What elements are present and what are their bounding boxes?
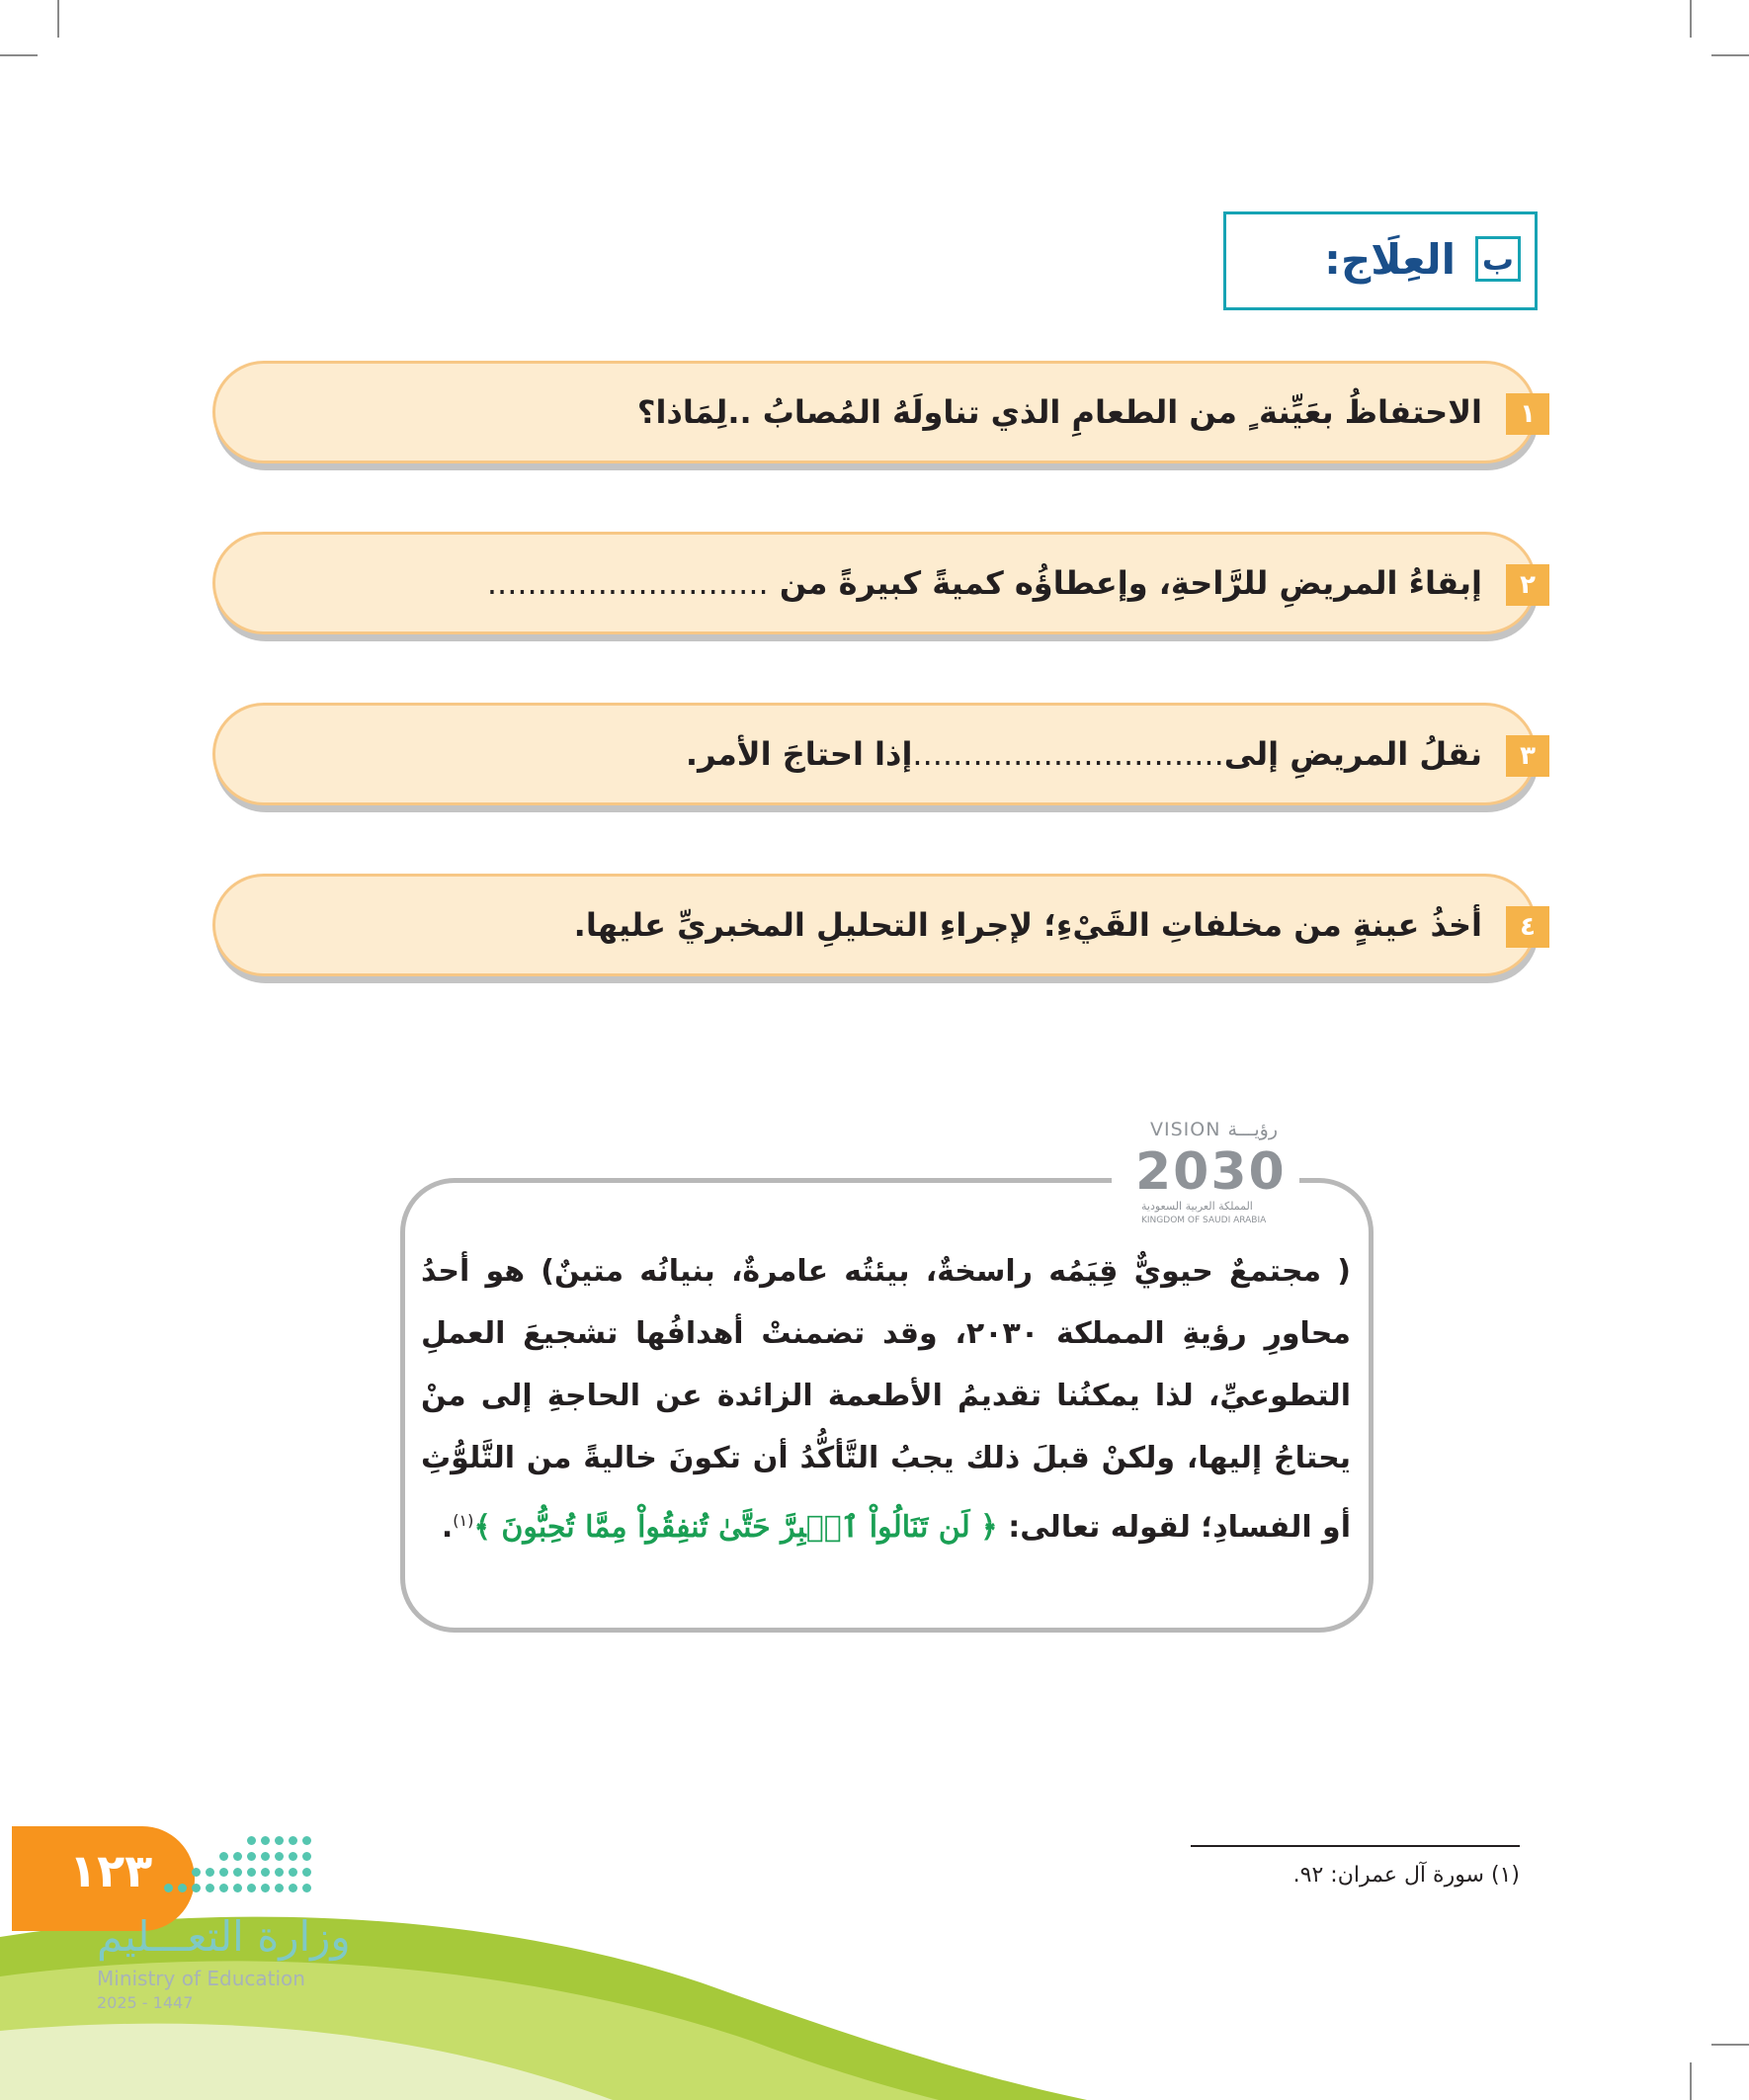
item-text-after: إذا احتاجَ الأمر.	[685, 735, 913, 773]
page-number: ١٢٣	[69, 1844, 153, 1897]
item-number: ١	[1506, 393, 1549, 435]
vision-2030-logo	[1112, 1113, 1299, 1231]
vision-country-en: KINGDOM OF SAUDI ARABIA	[1141, 1216, 1267, 1225]
section-header	[1223, 211, 1538, 310]
item-number: ٣	[1506, 735, 1549, 777]
quran-verse: ﴿ لَن تَنَالُواْ ٱلۡبِرَّ حَتَّىٰ تُنفِقُواْ مِمَّا تُحِبُّونَ ﴾	[473, 1510, 998, 1545]
item-number: ٢	[1506, 564, 1549, 606]
quote-text	[421, 1240, 1351, 1558]
item-text-main: إبقاءُ المريضِ للرَّاحةِ، وإعطاؤُه كميةً كبيرةً من	[779, 564, 1482, 602]
item-number: ٤	[1506, 906, 1549, 948]
quote-end: .	[441, 1510, 454, 1545]
crop-mark	[1711, 2044, 1749, 2046]
item-text-before: نقلُ المريضِ إلى	[1223, 735, 1482, 773]
crop-mark	[1690, 0, 1692, 38]
vision-label: VISION رؤيـــة	[1149, 1119, 1278, 1140]
treatment-item-3	[212, 703, 1537, 805]
treatment-item-2	[212, 532, 1537, 634]
crop-mark	[1690, 2062, 1692, 2100]
quote-body: ( مجتمعٌ حيويٌّ قِيَمُه راسخةٌ، بيئتُه عامرةٌ، بنيانُه متينٌ) هو أحدُ محاورِ رؤيةِ المملكة ٢٠٣٠، وقد تضمنتْ أهدافُها تشجيعَ العملِ التطوعيِّ، لذا يمكنُنا تقديمُ الأطعمة الزائدة عن الحاجةِ إلى منْ يحتاجُ إليها، ولكنْ قبلَ ذلك يجبُ التَّأكُّدُ أن تكونَ خاليةً من التَّلوُّثِ أو الفسادِ؛ لقوله تعالى:	[421, 1254, 1351, 1545]
crop-mark	[0, 54, 38, 56]
section-title: العِلَاج:	[1324, 235, 1456, 284]
crop-mark	[1711, 54, 1749, 56]
treatment-item-4	[212, 874, 1537, 976]
footnote-mark: (١)	[453, 1511, 474, 1530]
treatment-item-1	[212, 361, 1537, 463]
section-letter: ب	[1475, 236, 1521, 282]
ministry-year: 2025 - 1447	[97, 1993, 194, 2012]
item-text: الاحتفاظُ بعَيِّنة ٍ من الطعامِ الذي تناولَهُ المُصابُ ..لِمَاذا؟	[636, 393, 1482, 431]
item-text: أخذُ عينةٍ من مخلفاتِ القَيْءِ؛ لإجراءِ التحليلِ المخبريِّ عليها.	[573, 906, 1482, 944]
footnote-divider	[1191, 1845, 1520, 1847]
item-text	[487, 556, 1482, 610]
ministry-name-en: Ministry of Education	[97, 1967, 305, 1990]
crop-mark	[57, 0, 59, 38]
ministry-name-ar: وزارة التعـــليم	[97, 1912, 351, 1961]
fill-in-blank[interactable]: ............................	[486, 564, 769, 602]
footnote: (١) سورة آل عمران: ٩٢.	[1292, 1863, 1520, 1888]
vision-country-ar: المملكة العربية السعودية	[1141, 1200, 1253, 1213]
vision-year: 2030	[1135, 1142, 1287, 1202]
vision-quote-box	[400, 1178, 1374, 1633]
fill-in-blank[interactable]: ...............................	[912, 735, 1224, 773]
item-text	[686, 727, 1482, 781]
